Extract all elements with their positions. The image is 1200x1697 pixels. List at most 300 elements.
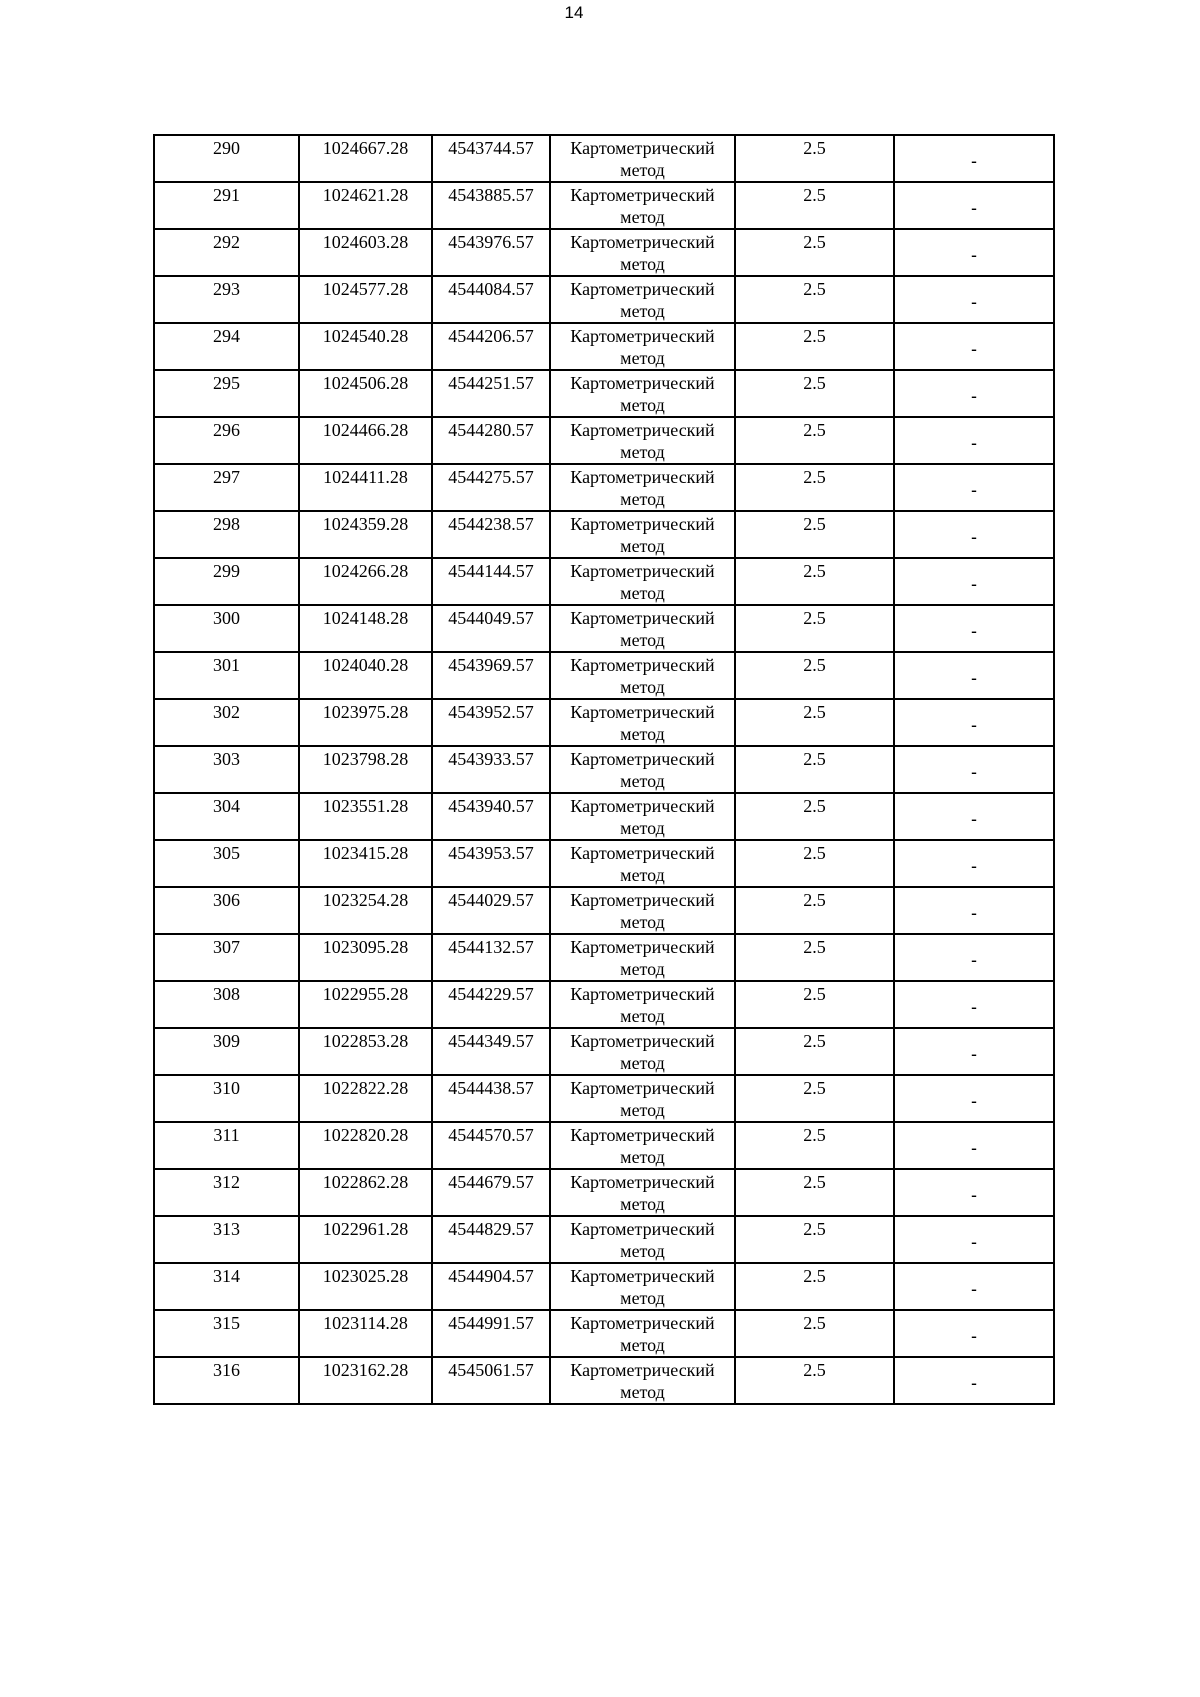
coordinates-table-body <box>154 135 1054 1404</box>
note-cell-value: - <box>971 1137 977 1158</box>
y-coordinate-cell-value: 4544275.57 <box>448 467 534 487</box>
method-line-1: Картометрический <box>570 420 715 440</box>
note-cell <box>894 605 1054 652</box>
accuracy-cell-value: 2.5 <box>803 702 826 722</box>
method-line-1: Картометрический <box>570 232 715 252</box>
method-cell <box>550 1216 735 1263</box>
note-cell-value: - <box>971 150 977 171</box>
note-cell-value: - <box>971 667 977 688</box>
note-cell <box>894 699 1054 746</box>
y-coordinate-cell <box>432 699 550 746</box>
x-coordinate-cell-value: 1024266.28 <box>322 561 409 581</box>
table-row <box>154 511 1054 558</box>
point-number-cell-value: 291 <box>213 185 240 205</box>
method-line-2: метод <box>620 1382 665 1402</box>
point-number-cell-value: 294 <box>213 326 240 346</box>
y-coordinate-cell-value: 4543952.57 <box>448 702 534 722</box>
x-coordinate-cell-value: 1024577.28 <box>322 279 409 299</box>
method-line-1: Картометрический <box>570 561 715 581</box>
accuracy-cell-value: 2.5 <box>803 984 826 1004</box>
point-number-cell-value: 302 <box>213 702 240 722</box>
point-number-cell <box>154 887 299 934</box>
point-number-cell-value: 298 <box>213 514 240 534</box>
y-coordinate-cell-value: 4544084.57 <box>448 279 534 299</box>
x-coordinate-cell <box>299 370 432 417</box>
accuracy-cell <box>735 699 894 746</box>
accuracy-cell-value: 2.5 <box>803 373 826 393</box>
y-coordinate-cell <box>432 370 550 417</box>
accuracy-cell <box>735 1122 894 1169</box>
point-number-cell <box>154 605 299 652</box>
method-line-2: метод <box>620 207 665 227</box>
point-number-cell-value: 313 <box>213 1219 240 1239</box>
y-coordinate-cell <box>432 887 550 934</box>
note-cell-value: - <box>971 385 977 406</box>
method-line-1: Картометрический <box>570 608 715 628</box>
note-cell-value: - <box>971 338 977 359</box>
table-row <box>154 1216 1054 1263</box>
note-cell-value: - <box>971 714 977 735</box>
note-cell-value: - <box>971 761 977 782</box>
method-cell <box>550 1075 735 1122</box>
note-cell-value: - <box>971 949 977 970</box>
y-coordinate-cell <box>432 1075 550 1122</box>
accuracy-cell <box>735 1216 894 1263</box>
accuracy-cell <box>735 558 894 605</box>
note-cell <box>894 370 1054 417</box>
method-line-1: Картометрический <box>570 1266 715 1286</box>
y-coordinate-cell <box>432 1169 550 1216</box>
x-coordinate-cell <box>299 1028 432 1075</box>
accuracy-cell <box>735 605 894 652</box>
method-line-1: Картометрический <box>570 890 715 910</box>
point-number-cell <box>154 417 299 464</box>
method-cell <box>550 746 735 793</box>
method-cell <box>550 182 735 229</box>
y-coordinate-cell <box>432 182 550 229</box>
point-number-cell <box>154 1075 299 1122</box>
note-cell-value: - <box>971 902 977 923</box>
note-cell-value: - <box>971 1278 977 1299</box>
accuracy-cell-value: 2.5 <box>803 608 826 628</box>
x-coordinate-cell <box>299 135 432 182</box>
y-coordinate-cell-value: 4545061.57 <box>448 1360 534 1380</box>
accuracy-cell <box>735 370 894 417</box>
table-row <box>154 981 1054 1028</box>
note-cell <box>894 652 1054 699</box>
method-line-1: Картометрический <box>570 1313 715 1333</box>
x-coordinate-cell <box>299 934 432 981</box>
accuracy-cell-value: 2.5 <box>803 467 826 487</box>
y-coordinate-cell <box>432 1216 550 1263</box>
y-coordinate-cell-value: 4544238.57 <box>448 514 534 534</box>
point-number-cell-value: 310 <box>213 1078 240 1098</box>
method-line-1: Картометрический <box>570 796 715 816</box>
method-line-2: метод <box>620 1006 665 1026</box>
method-line-1: Картометрический <box>570 185 715 205</box>
accuracy-cell <box>735 1028 894 1075</box>
y-coordinate-cell <box>432 605 550 652</box>
x-coordinate-cell-value: 1023975.28 <box>322 702 409 722</box>
point-number-cell-value: 304 <box>213 796 240 816</box>
accuracy-cell-value: 2.5 <box>803 138 826 158</box>
y-coordinate-cell-value: 4544679.57 <box>448 1172 534 1192</box>
x-coordinate-cell-value: 1024148.28 <box>322 608 409 628</box>
table-row <box>154 934 1054 981</box>
accuracy-cell <box>735 417 894 464</box>
x-coordinate-cell-value: 1022822.28 <box>322 1078 409 1098</box>
x-coordinate-cell-value: 1022961.28 <box>322 1219 409 1239</box>
method-line-1: Картометрический <box>570 1125 715 1145</box>
note-cell-value: - <box>971 479 977 500</box>
method-line-1: Картометрический <box>570 1031 715 1051</box>
table-row <box>154 370 1054 417</box>
method-cell <box>550 229 735 276</box>
y-coordinate-cell-value: 4543940.57 <box>448 796 534 816</box>
method-line-1: Картометрический <box>570 655 715 675</box>
note-cell-value: - <box>971 996 977 1017</box>
note-cell <box>894 1169 1054 1216</box>
point-number-cell-value: 314 <box>213 1266 240 1286</box>
y-coordinate-cell-value: 4544280.57 <box>448 420 534 440</box>
table-row <box>154 558 1054 605</box>
y-coordinate-cell <box>432 1357 550 1404</box>
method-line-1: Картометрический <box>570 984 715 1004</box>
accuracy-cell <box>735 464 894 511</box>
y-coordinate-cell <box>432 229 550 276</box>
x-coordinate-cell-value: 1024540.28 <box>322 326 409 346</box>
note-cell-value: - <box>971 197 977 218</box>
table-row <box>154 1075 1054 1122</box>
accuracy-cell-value: 2.5 <box>803 937 826 957</box>
note-cell <box>894 558 1054 605</box>
method-line-1: Картометрический <box>570 1219 715 1239</box>
table-row <box>154 1263 1054 1310</box>
method-line-1: Картометрический <box>570 467 715 487</box>
accuracy-cell <box>735 1075 894 1122</box>
accuracy-cell-value: 2.5 <box>803 1125 826 1145</box>
method-cell <box>550 887 735 934</box>
method-line-2: метод <box>620 959 665 979</box>
accuracy-cell-value: 2.5 <box>803 232 826 252</box>
x-coordinate-cell-value: 1023095.28 <box>322 937 409 957</box>
point-number-cell-value: 315 <box>213 1313 240 1333</box>
note-cell <box>894 464 1054 511</box>
note-cell <box>894 1028 1054 1075</box>
y-coordinate-cell-value: 4544570.57 <box>448 1125 534 1145</box>
x-coordinate-cell-value: 1022955.28 <box>322 984 409 1004</box>
point-number-cell-value: 300 <box>213 608 240 628</box>
table-row <box>154 793 1054 840</box>
x-coordinate-cell <box>299 182 432 229</box>
x-coordinate-cell <box>299 746 432 793</box>
x-coordinate-cell <box>299 464 432 511</box>
method-line-2: метод <box>620 301 665 321</box>
note-cell <box>894 840 1054 887</box>
point-number-cell-value: 290 <box>213 138 240 158</box>
method-line-2: метод <box>620 254 665 274</box>
table-row <box>154 699 1054 746</box>
accuracy-cell <box>735 934 894 981</box>
table-row <box>154 417 1054 464</box>
accuracy-cell-value: 2.5 <box>803 1266 826 1286</box>
method-cell <box>550 276 735 323</box>
point-number-cell-value: 297 <box>213 467 240 487</box>
method-line-2: метод <box>620 1241 665 1261</box>
table-row <box>154 1122 1054 1169</box>
accuracy-cell-value: 2.5 <box>803 890 826 910</box>
point-number-cell <box>154 1357 299 1404</box>
x-coordinate-cell <box>299 887 432 934</box>
x-coordinate-cell <box>299 793 432 840</box>
accuracy-cell-value: 2.5 <box>803 326 826 346</box>
note-cell-value: - <box>971 291 977 312</box>
y-coordinate-cell-value: 4543933.57 <box>448 749 534 769</box>
accuracy-cell <box>735 652 894 699</box>
y-coordinate-cell-value: 4544132.57 <box>448 937 534 957</box>
y-coordinate-cell-value: 4544438.57 <box>448 1078 534 1098</box>
x-coordinate-cell-value: 1024411.28 <box>323 467 408 487</box>
method-cell <box>550 1169 735 1216</box>
method-line-2: метод <box>620 395 665 415</box>
point-number-cell <box>154 464 299 511</box>
x-coordinate-cell-value: 1023415.28 <box>322 843 409 863</box>
y-coordinate-cell <box>432 981 550 1028</box>
point-number-cell <box>154 1263 299 1310</box>
method-line-1: Картометрический <box>570 702 715 722</box>
x-coordinate-cell <box>299 276 432 323</box>
y-coordinate-cell <box>432 1028 550 1075</box>
point-number-cell <box>154 323 299 370</box>
table-row <box>154 1028 1054 1075</box>
accuracy-cell <box>735 1310 894 1357</box>
method-cell <box>550 1122 735 1169</box>
note-cell-value: - <box>971 244 977 265</box>
note-cell <box>894 1357 1054 1404</box>
accuracy-cell <box>735 323 894 370</box>
x-coordinate-cell <box>299 1216 432 1263</box>
method-line-2: метод <box>620 489 665 509</box>
method-line-1: Картометрический <box>570 1078 715 1098</box>
x-coordinate-cell-value: 1024603.28 <box>322 232 409 252</box>
method-cell <box>550 840 735 887</box>
note-cell <box>894 1122 1054 1169</box>
table-row <box>154 182 1054 229</box>
table-row <box>154 464 1054 511</box>
method-line-2: метод <box>620 1147 665 1167</box>
table-row <box>154 1169 1054 1216</box>
x-coordinate-cell-value: 1023162.28 <box>322 1360 409 1380</box>
y-coordinate-cell-value: 4543976.57 <box>448 232 534 252</box>
method-line-1: Картометрический <box>570 514 715 534</box>
method-line-2: метод <box>620 1100 665 1120</box>
note-cell <box>894 1263 1054 1310</box>
point-number-cell <box>154 746 299 793</box>
method-line-1: Картометрический <box>570 937 715 957</box>
method-cell <box>550 981 735 1028</box>
point-number-cell <box>154 793 299 840</box>
accuracy-cell <box>735 1169 894 1216</box>
point-number-cell <box>154 699 299 746</box>
accuracy-cell-value: 2.5 <box>803 279 826 299</box>
accuracy-cell <box>735 981 894 1028</box>
note-cell <box>894 135 1054 182</box>
note-cell <box>894 182 1054 229</box>
method-cell <box>550 699 735 746</box>
x-coordinate-cell-value: 1022853.28 <box>322 1031 409 1051</box>
y-coordinate-cell <box>432 558 550 605</box>
point-number-cell <box>154 1216 299 1263</box>
note-cell <box>894 511 1054 558</box>
point-number-cell-value: 306 <box>213 890 240 910</box>
y-coordinate-cell-value: 4544229.57 <box>448 984 534 1004</box>
x-coordinate-cell <box>299 229 432 276</box>
table-row <box>154 323 1054 370</box>
point-number-cell-value: 312 <box>213 1172 240 1192</box>
note-cell <box>894 934 1054 981</box>
point-number-cell <box>154 511 299 558</box>
point-number-cell <box>154 370 299 417</box>
method-line-2: метод <box>620 771 665 791</box>
method-line-1: Картометрический <box>570 373 715 393</box>
y-coordinate-cell-value: 4543953.57 <box>448 843 534 863</box>
accuracy-cell <box>735 746 894 793</box>
note-cell-value: - <box>971 620 977 641</box>
x-coordinate-cell <box>299 417 432 464</box>
accuracy-cell-value: 2.5 <box>803 561 826 581</box>
method-line-2: метод <box>620 442 665 462</box>
table-row <box>154 276 1054 323</box>
method-line-2: метод <box>620 630 665 650</box>
table-row <box>154 1310 1054 1357</box>
y-coordinate-cell <box>432 840 550 887</box>
point-number-cell-value: 292 <box>213 232 240 252</box>
x-coordinate-cell-value: 1024506.28 <box>322 373 409 393</box>
table-row <box>154 652 1054 699</box>
method-line-1: Картометрический <box>570 326 715 346</box>
y-coordinate-cell-value: 4544904.57 <box>448 1266 534 1286</box>
note-cell <box>894 793 1054 840</box>
x-coordinate-cell-value: 1024621.28 <box>322 185 409 205</box>
page-number: 14 <box>564 3 584 22</box>
point-number-cell-value: 305 <box>213 843 240 863</box>
method-line-2: метод <box>620 348 665 368</box>
point-number-cell-value: 307 <box>213 937 240 957</box>
accuracy-cell <box>735 135 894 182</box>
x-coordinate-cell-value: 1023254.28 <box>322 890 409 910</box>
table-row <box>154 229 1054 276</box>
point-number-cell <box>154 1169 299 1216</box>
point-number-cell-value: 308 <box>213 984 240 1004</box>
method-cell <box>550 511 735 558</box>
y-coordinate-cell-value: 4544029.57 <box>448 890 534 910</box>
accuracy-cell-value: 2.5 <box>803 1219 826 1239</box>
table-row <box>154 605 1054 652</box>
y-coordinate-cell-value: 4543744.57 <box>448 138 534 158</box>
point-number-cell-value: 301 <box>213 655 240 675</box>
y-coordinate-cell <box>432 1263 550 1310</box>
accuracy-cell-value: 2.5 <box>803 1172 826 1192</box>
method-cell <box>550 605 735 652</box>
table-row <box>154 746 1054 793</box>
note-cell-value: - <box>971 1184 977 1205</box>
x-coordinate-cell <box>299 323 432 370</box>
y-coordinate-cell-value: 4543885.57 <box>448 185 534 205</box>
method-cell <box>550 1357 735 1404</box>
method-cell <box>550 652 735 699</box>
x-coordinate-cell <box>299 1169 432 1216</box>
method-cell <box>550 793 735 840</box>
accuracy-cell-value: 2.5 <box>803 749 826 769</box>
y-coordinate-cell <box>432 464 550 511</box>
point-number-cell-value: 309 <box>213 1031 240 1051</box>
method-line-1: Картометрический <box>570 1360 715 1380</box>
coordinates-table <box>153 134 1055 1405</box>
note-cell <box>894 1075 1054 1122</box>
y-coordinate-cell-value: 4543969.57 <box>448 655 534 675</box>
point-number-cell <box>154 840 299 887</box>
method-line-1: Картометрический <box>570 749 715 769</box>
method-line-2: метод <box>620 583 665 603</box>
accuracy-cell-value: 2.5 <box>803 420 826 440</box>
x-coordinate-cell-value: 1023025.28 <box>322 1266 409 1286</box>
accuracy-cell-value: 2.5 <box>803 655 826 675</box>
note-cell-value: - <box>971 855 977 876</box>
y-coordinate-cell <box>432 135 550 182</box>
note-cell-value: - <box>971 808 977 829</box>
x-coordinate-cell <box>299 1075 432 1122</box>
method-line-1: Картометрический <box>570 1172 715 1192</box>
method-line-2: метод <box>620 1053 665 1073</box>
method-line-2: метод <box>620 160 665 180</box>
note-cell <box>894 1310 1054 1357</box>
accuracy-cell <box>735 1263 894 1310</box>
y-coordinate-cell <box>432 793 550 840</box>
point-number-cell <box>154 652 299 699</box>
note-cell-value: - <box>971 1231 977 1252</box>
y-coordinate-cell <box>432 276 550 323</box>
point-number-cell <box>154 182 299 229</box>
y-coordinate-cell-value: 4544829.57 <box>448 1219 534 1239</box>
method-line-2: метод <box>620 865 665 885</box>
accuracy-cell-value: 2.5 <box>803 1313 826 1333</box>
point-number-cell-value: 299 <box>213 561 240 581</box>
x-coordinate-cell <box>299 605 432 652</box>
y-coordinate-cell <box>432 934 550 981</box>
accuracy-cell-value: 2.5 <box>803 843 826 863</box>
accuracy-cell <box>735 793 894 840</box>
table-row <box>154 1357 1054 1404</box>
accuracy-cell-value: 2.5 <box>803 796 826 816</box>
accuracy-cell-value: 2.5 <box>803 1078 826 1098</box>
y-coordinate-cell <box>432 1310 550 1357</box>
note-cell <box>894 981 1054 1028</box>
accuracy-cell <box>735 182 894 229</box>
method-cell <box>550 323 735 370</box>
point-number-cell <box>154 229 299 276</box>
note-cell <box>894 229 1054 276</box>
x-coordinate-cell-value: 1023798.28 <box>322 749 409 769</box>
accuracy-cell <box>735 887 894 934</box>
table-row <box>154 840 1054 887</box>
y-coordinate-cell <box>432 746 550 793</box>
accuracy-cell <box>735 229 894 276</box>
point-number-cell <box>154 1122 299 1169</box>
point-number-cell-value: 303 <box>213 749 240 769</box>
y-coordinate-cell-value: 4544144.57 <box>448 561 534 581</box>
x-coordinate-cell-value: 1023114.28 <box>323 1313 408 1333</box>
x-coordinate-cell <box>299 652 432 699</box>
